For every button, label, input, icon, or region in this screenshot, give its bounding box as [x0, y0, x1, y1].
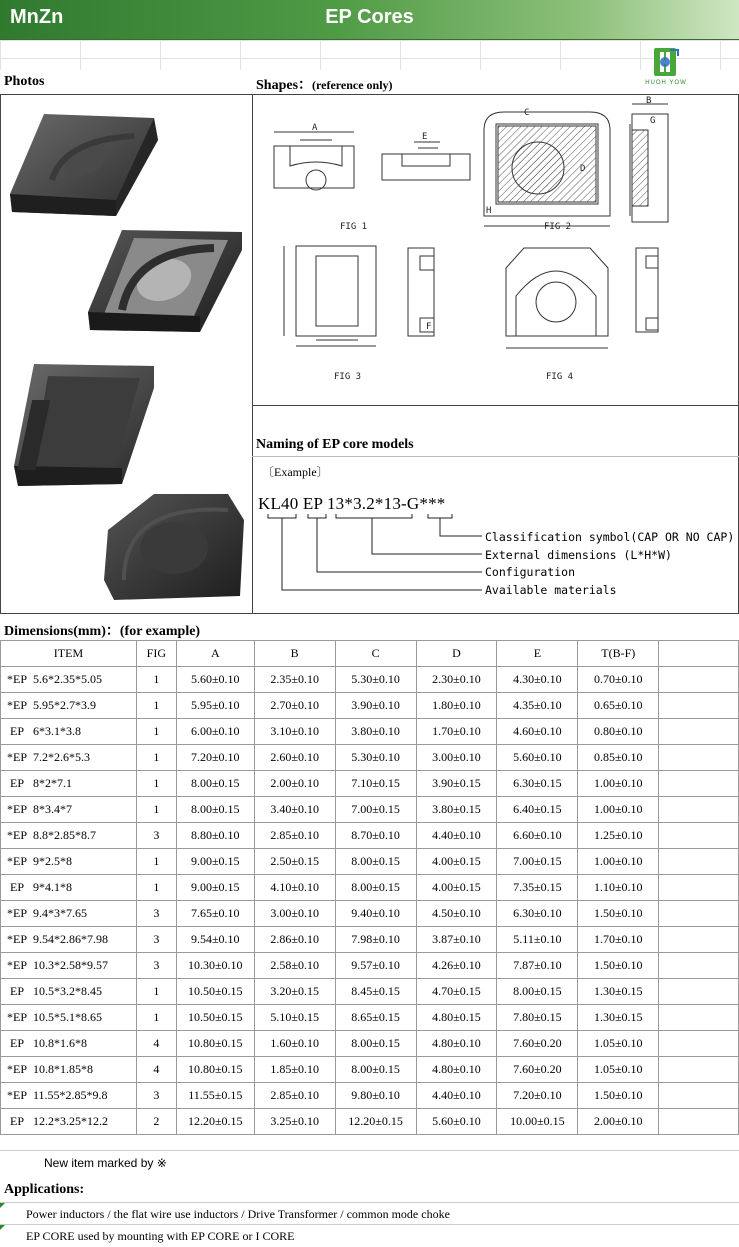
b-cell: 2.50±0.15 [254, 849, 335, 875]
fig-cell: 1 [136, 849, 176, 875]
c-cell: 8.65±0.15 [335, 1005, 416, 1031]
c-cell: 9.80±0.10 [335, 1083, 416, 1109]
t-cell: 0.85±0.10 [578, 745, 659, 771]
item-size: 5.95*2.7*3.9 [33, 698, 96, 712]
t-cell: 1.30±0.15 [578, 979, 659, 1005]
table-row [1, 1005, 739, 1031]
item-cell [1, 927, 137, 953]
item-cell [1, 667, 137, 693]
empty-cell [659, 745, 739, 771]
d-cell: 4.80±0.15 [416, 1005, 497, 1031]
d-cell: 1.80±0.10 [416, 693, 497, 719]
t-cell: 1.50±0.10 [578, 1083, 659, 1109]
e-cell: 6.30±0.15 [497, 771, 578, 797]
item-size: 8.8*2.85*8.7 [33, 828, 96, 842]
table-row [1, 1057, 739, 1083]
fig-cell: 1 [136, 745, 176, 771]
table-row [1, 1031, 739, 1057]
c-cell: 9.40±0.10 [335, 901, 416, 927]
core-photos-image [4, 100, 250, 612]
item-prefix: *EP [6, 750, 27, 764]
t-cell: 1.30±0.15 [578, 1005, 659, 1031]
application-line-2: EP CORE used by mounting with EP CORE or I CORE [26, 1229, 295, 1243]
note-top-rule [0, 1150, 739, 1151]
b-cell: 2.60±0.10 [254, 745, 335, 771]
c-cell: 8.00±0.15 [335, 1057, 416, 1083]
c-cell: 8.45±0.15 [335, 979, 416, 1005]
fig1-label: FIG 1 [340, 222, 368, 232]
item-cell [1, 1083, 137, 1109]
c-cell: 5.30±0.10 [335, 745, 416, 771]
b-cell: 3.25±0.10 [254, 1109, 335, 1135]
empty-cell [659, 771, 739, 797]
dim-d-label: D [580, 164, 586, 174]
fig-cell: 1 [136, 1005, 176, 1031]
dimensions-heading: Dimensions(mm)：(for example) [4, 624, 201, 639]
item-prefix: *EP [6, 958, 27, 972]
table-row [1, 953, 739, 979]
empty-cell [659, 693, 739, 719]
e-cell: 6.40±0.15 [497, 797, 578, 823]
item-prefix: *EP [6, 1010, 27, 1024]
e-cell: 5.11±0.10 [497, 927, 578, 953]
item-size: 10.5*5.1*8.65 [33, 1010, 102, 1024]
item-cell [1, 1005, 137, 1031]
table-row [1, 875, 739, 901]
app-rule-2 [0, 1224, 739, 1225]
e-cell: 10.00±0.15 [497, 1109, 578, 1135]
a-cell: 5.60±0.10 [176, 667, 254, 693]
photos-heading: Photos [4, 74, 45, 89]
a-cell: 10.80±0.15 [176, 1057, 254, 1083]
c-cell: 5.30±0.10 [335, 667, 416, 693]
t-cell: 2.00±0.10 [578, 1109, 659, 1135]
e-cell: 5.60±0.10 [497, 745, 578, 771]
fig-cell: 1 [136, 667, 176, 693]
table-header-row [1, 641, 739, 667]
fig-cell: 1 [136, 693, 176, 719]
item-size: 10.8*1.85*8 [33, 1062, 93, 1076]
empty-cell [659, 953, 739, 979]
t-cell: 1.05±0.10 [578, 1057, 659, 1083]
c-cell: 3.90±0.10 [335, 693, 416, 719]
empty-cell [659, 1083, 739, 1109]
item-size: 12.2*3.25*12.2 [33, 1114, 108, 1128]
item-prefix: EP [9, 880, 24, 894]
header-t: T(B-F) [578, 641, 659, 667]
item-size: 9*2.5*8 [33, 854, 72, 868]
item-size: 9.4*3*7.65 [33, 906, 87, 920]
b-cell: 1.85±0.10 [254, 1057, 335, 1083]
e-cell: 6.30±0.10 [497, 901, 578, 927]
d-cell: 4.40±0.10 [416, 1083, 497, 1109]
a-cell: 11.55±0.15 [176, 1083, 254, 1109]
dim-h-label: H [486, 206, 492, 216]
e-cell: 7.87±0.10 [497, 953, 578, 979]
b-cell: 2.58±0.10 [254, 953, 335, 979]
c-cell: 8.00±0.15 [335, 849, 416, 875]
item-prefix: EP [9, 776, 24, 790]
naming-heading: Naming of EP core models [256, 437, 414, 452]
t-cell: 1.00±0.10 [578, 771, 659, 797]
code-configuration: EP [302, 494, 323, 513]
item-prefix: *EP [6, 1088, 27, 1102]
table-row [1, 1109, 739, 1135]
table-row [1, 797, 739, 823]
t-cell: 1.50±0.10 [578, 953, 659, 979]
fig-cell: 1 [136, 719, 176, 745]
a-cell: 6.00±0.10 [176, 719, 254, 745]
b-cell: 5.10±0.15 [254, 1005, 335, 1031]
fig-cell: 2 [136, 1109, 176, 1135]
c-cell: 8.70±0.10 [335, 823, 416, 849]
empty-cell [659, 719, 739, 745]
shapes-title: Shapes： [256, 78, 313, 93]
item-size: 9*4.1*8 [33, 880, 72, 894]
d-cell: 4.40±0.10 [416, 823, 497, 849]
item-cell [1, 797, 137, 823]
fig4-label: FIG 4 [546, 372, 574, 382]
item-prefix: *EP [6, 1062, 27, 1076]
brand-label: MnZn [10, 6, 64, 28]
empty-cell [659, 979, 739, 1005]
shapes-drawing-area [254, 96, 738, 404]
fig-cell: 3 [136, 1083, 176, 1109]
item-cell [1, 1031, 137, 1057]
item-prefix: *EP [6, 828, 27, 842]
logo-icon [636, 46, 696, 80]
header-item: ITEM [1, 641, 137, 667]
b-cell: 2.86±0.10 [254, 927, 335, 953]
item-prefix: *EP [6, 932, 27, 946]
e-cell: 7.60±0.20 [497, 1057, 578, 1083]
table-row [1, 901, 739, 927]
legend-materials: Available materials [485, 582, 617, 597]
fig-cell: 1 [136, 875, 176, 901]
d-cell: 3.87±0.10 [416, 927, 497, 953]
c-cell: 3.80±0.10 [335, 719, 416, 745]
t-cell: 1.00±0.10 [578, 849, 659, 875]
legend-configuration: Configuration [485, 565, 576, 579]
a-cell: 8.00±0.15 [176, 771, 254, 797]
table-row [1, 693, 739, 719]
fig-cell: 4 [136, 1031, 176, 1057]
table-row [1, 771, 739, 797]
d-cell: 4.00±0.15 [416, 875, 497, 901]
empty-cell [659, 875, 739, 901]
c-cell: 7.10±0.15 [335, 771, 416, 797]
app-marker-1 [0, 1203, 5, 1208]
page-title: EP Cores [325, 6, 414, 28]
item-cell [1, 1057, 137, 1083]
fig-cell: 1 [136, 771, 176, 797]
a-cell: 9.00±0.15 [176, 849, 254, 875]
header-fig: FIG [136, 641, 176, 667]
c-cell: 7.00±0.15 [335, 797, 416, 823]
empty-cell [659, 1057, 739, 1083]
a-cell: 12.20±0.15 [176, 1109, 254, 1135]
shapes-heading [256, 74, 393, 94]
a-cell: 9.54±0.10 [176, 927, 254, 953]
table-row [1, 849, 739, 875]
header-b: B [254, 641, 335, 667]
d-cell: 2.30±0.10 [416, 667, 497, 693]
e-cell: 8.00±0.15 [497, 979, 578, 1005]
item-size: 8*2*7.1 [33, 776, 72, 790]
header-banner [0, 0, 739, 40]
item-cell [1, 693, 137, 719]
e-cell: 6.60±0.10 [497, 823, 578, 849]
t-cell: 1.10±0.10 [578, 875, 659, 901]
b-cell: 4.10±0.10 [254, 875, 335, 901]
table-row [1, 745, 739, 771]
item-prefix: EP [9, 1114, 24, 1128]
fig-cell: 3 [136, 927, 176, 953]
new-item-note: New item marked by ※ [44, 1156, 167, 1170]
fig2-label: FIG 2 [544, 222, 572, 232]
application-line-1: Power inductors / the flat wire use inductors / Drive Transformer / common mode choke [26, 1207, 450, 1221]
b-cell: 2.85±0.10 [254, 823, 335, 849]
empty-cell [659, 797, 739, 823]
d-cell: 4.80±0.10 [416, 1057, 497, 1083]
naming-underline [252, 456, 739, 457]
a-cell: 10.30±0.10 [176, 953, 254, 979]
b-cell: 3.00±0.10 [254, 901, 335, 927]
b-cell: 3.20±0.15 [254, 979, 335, 1005]
b-cell: 1.60±0.10 [254, 1031, 335, 1057]
empty-cell [659, 901, 739, 927]
b-cell: 2.85±0.10 [254, 1083, 335, 1109]
table-row [1, 823, 739, 849]
header-e: E [497, 641, 578, 667]
item-prefix: EP [9, 724, 24, 738]
fig-cell: 1 [136, 797, 176, 823]
item-cell [1, 771, 137, 797]
item-size: 11.55*2.85*9.8 [33, 1088, 108, 1102]
empty-cell [659, 849, 739, 875]
item-prefix: *EP [6, 802, 27, 816]
e-cell: 7.00±0.15 [497, 849, 578, 875]
item-prefix: EP [9, 1036, 24, 1050]
item-cell [1, 953, 137, 979]
d-cell: 4.70±0.15 [416, 979, 497, 1005]
item-size: 10.3*2.58*9.57 [33, 958, 108, 972]
dim-g-label: G [650, 116, 656, 126]
dim-a-label: A [312, 123, 318, 133]
c-cell: 12.20±0.15 [335, 1109, 416, 1135]
header-d: D [416, 641, 497, 667]
b-cell: 3.10±0.10 [254, 719, 335, 745]
table-row [1, 927, 739, 953]
item-cell [1, 745, 137, 771]
a-cell: 10.50±0.15 [176, 1005, 254, 1031]
d-cell: 4.26±0.10 [416, 953, 497, 979]
t-cell: 1.70±0.10 [578, 927, 659, 953]
a-cell: 7.20±0.10 [176, 745, 254, 771]
grid-strip [0, 40, 739, 70]
header-empty [659, 641, 739, 667]
d-cell: 4.80±0.10 [416, 1031, 497, 1057]
shape-naming-divider [252, 405, 739, 406]
item-size: 8*3.4*7 [33, 802, 72, 816]
fig3-label: FIG 3 [334, 372, 362, 382]
model-code [258, 494, 446, 514]
company-logo [636, 46, 696, 92]
a-cell: 7.65±0.10 [176, 901, 254, 927]
table-row [1, 979, 739, 1005]
item-prefix: *EP [6, 906, 27, 920]
item-size: 7.2*2.6*5.3 [33, 750, 90, 764]
c-cell: 8.00±0.15 [335, 1031, 416, 1057]
a-cell: 10.80±0.15 [176, 1031, 254, 1057]
item-cell [1, 1109, 137, 1135]
dim-b-label: B [646, 96, 652, 106]
item-prefix: *EP [6, 854, 27, 868]
code-dimensions: 13*3.2*13 [326, 494, 402, 513]
header-c: C [335, 641, 416, 667]
e-cell: 7.60±0.20 [497, 1031, 578, 1057]
d-cell: 4.00±0.15 [416, 849, 497, 875]
item-prefix: EP [9, 984, 24, 998]
item-cell [1, 979, 137, 1005]
d-cell: 4.50±0.10 [416, 901, 497, 927]
fig-cell: 4 [136, 1057, 176, 1083]
naming-legend [485, 529, 734, 599]
empty-cell [659, 1005, 739, 1031]
empty-cell [659, 667, 739, 693]
code-classification: -G*** [401, 494, 446, 513]
table-row [1, 667, 739, 693]
a-cell: 8.80±0.10 [176, 823, 254, 849]
naming-example-label: 〔Example〕 [262, 465, 329, 479]
t-cell: 0.80±0.10 [578, 719, 659, 745]
dimensions-table [0, 640, 739, 1135]
item-prefix: *EP [6, 672, 27, 686]
c-cell: 7.98±0.10 [335, 927, 416, 953]
dim-e-label: E [422, 132, 428, 142]
d-cell: 5.60±0.10 [416, 1109, 497, 1135]
a-cell: 5.95±0.10 [176, 693, 254, 719]
c-cell: 8.00±0.15 [335, 875, 416, 901]
a-cell: 9.00±0.15 [176, 875, 254, 901]
d-cell: 3.80±0.15 [416, 797, 497, 823]
table-row [1, 1083, 739, 1109]
t-cell: 1.50±0.10 [578, 901, 659, 927]
b-cell: 2.35±0.10 [254, 667, 335, 693]
e-cell: 4.60±0.10 [497, 719, 578, 745]
e-cell: 7.20±0.10 [497, 1083, 578, 1109]
fig-cell: 3 [136, 953, 176, 979]
e-cell: 4.30±0.10 [497, 667, 578, 693]
t-cell: 1.00±0.10 [578, 797, 659, 823]
shapes-note: (reference only) [312, 78, 393, 92]
item-size: 10.5*3.2*8.45 [33, 984, 102, 998]
item-size: 10.8*1.6*8 [33, 1036, 87, 1050]
shapes-diagram [254, 96, 738, 404]
item-cell [1, 875, 137, 901]
empty-cell [659, 1031, 739, 1057]
logo-text: HUOH YOW [645, 80, 687, 86]
item-cell [1, 719, 137, 745]
fig-cell: 1 [136, 979, 176, 1005]
b-cell: 3.40±0.10 [254, 797, 335, 823]
header-a: A [176, 641, 254, 667]
d-cell: 3.00±0.10 [416, 745, 497, 771]
t-cell: 0.70±0.10 [578, 667, 659, 693]
t-cell: 1.25±0.10 [578, 823, 659, 849]
item-cell [1, 901, 137, 927]
empty-cell [659, 1109, 739, 1135]
d-cell: 1.70±0.10 [416, 719, 497, 745]
e-cell: 7.35±0.15 [497, 875, 578, 901]
d-cell: 3.90±0.15 [416, 771, 497, 797]
fig-cell: 3 [136, 823, 176, 849]
empty-cell [659, 823, 739, 849]
photo-panel [4, 100, 250, 612]
a-cell: 10.50±0.15 [176, 979, 254, 1005]
dim-f-label: F [426, 322, 432, 332]
c-cell: 9.57±0.10 [335, 953, 416, 979]
item-size: 6*3.1*3.8 [33, 724, 81, 738]
table-row [1, 719, 739, 745]
table-body [1, 667, 739, 1135]
t-cell: 1.05±0.10 [578, 1031, 659, 1057]
t-cell: 0.65±0.10 [578, 693, 659, 719]
empty-cell [659, 927, 739, 953]
item-cell [1, 849, 137, 875]
a-cell: 8.00±0.15 [176, 797, 254, 823]
item-prefix: *EP [6, 698, 27, 712]
e-cell: 7.80±0.15 [497, 1005, 578, 1031]
app-marker-2 [0, 1225, 5, 1230]
legend-external-dimensions: External dimensions (L*H*W) [485, 547, 672, 562]
item-cell [1, 823, 137, 849]
e-cell: 4.35±0.10 [497, 693, 578, 719]
fig-cell: 3 [136, 901, 176, 927]
item-size: 5.6*2.35*5.05 [33, 672, 102, 686]
b-cell: 2.70±0.10 [254, 693, 335, 719]
item-size: 9.54*2.86*7.98 [33, 932, 108, 946]
legend-classification: Classification symbol(CAP OR NO CAP) [485, 530, 735, 544]
code-material: KL40 [258, 494, 299, 513]
applications-heading: Applications: [4, 1182, 85, 1197]
app-rule-1 [0, 1202, 739, 1203]
dim-c-label: C [524, 108, 530, 118]
b-cell: 2.00±0.10 [254, 771, 335, 797]
